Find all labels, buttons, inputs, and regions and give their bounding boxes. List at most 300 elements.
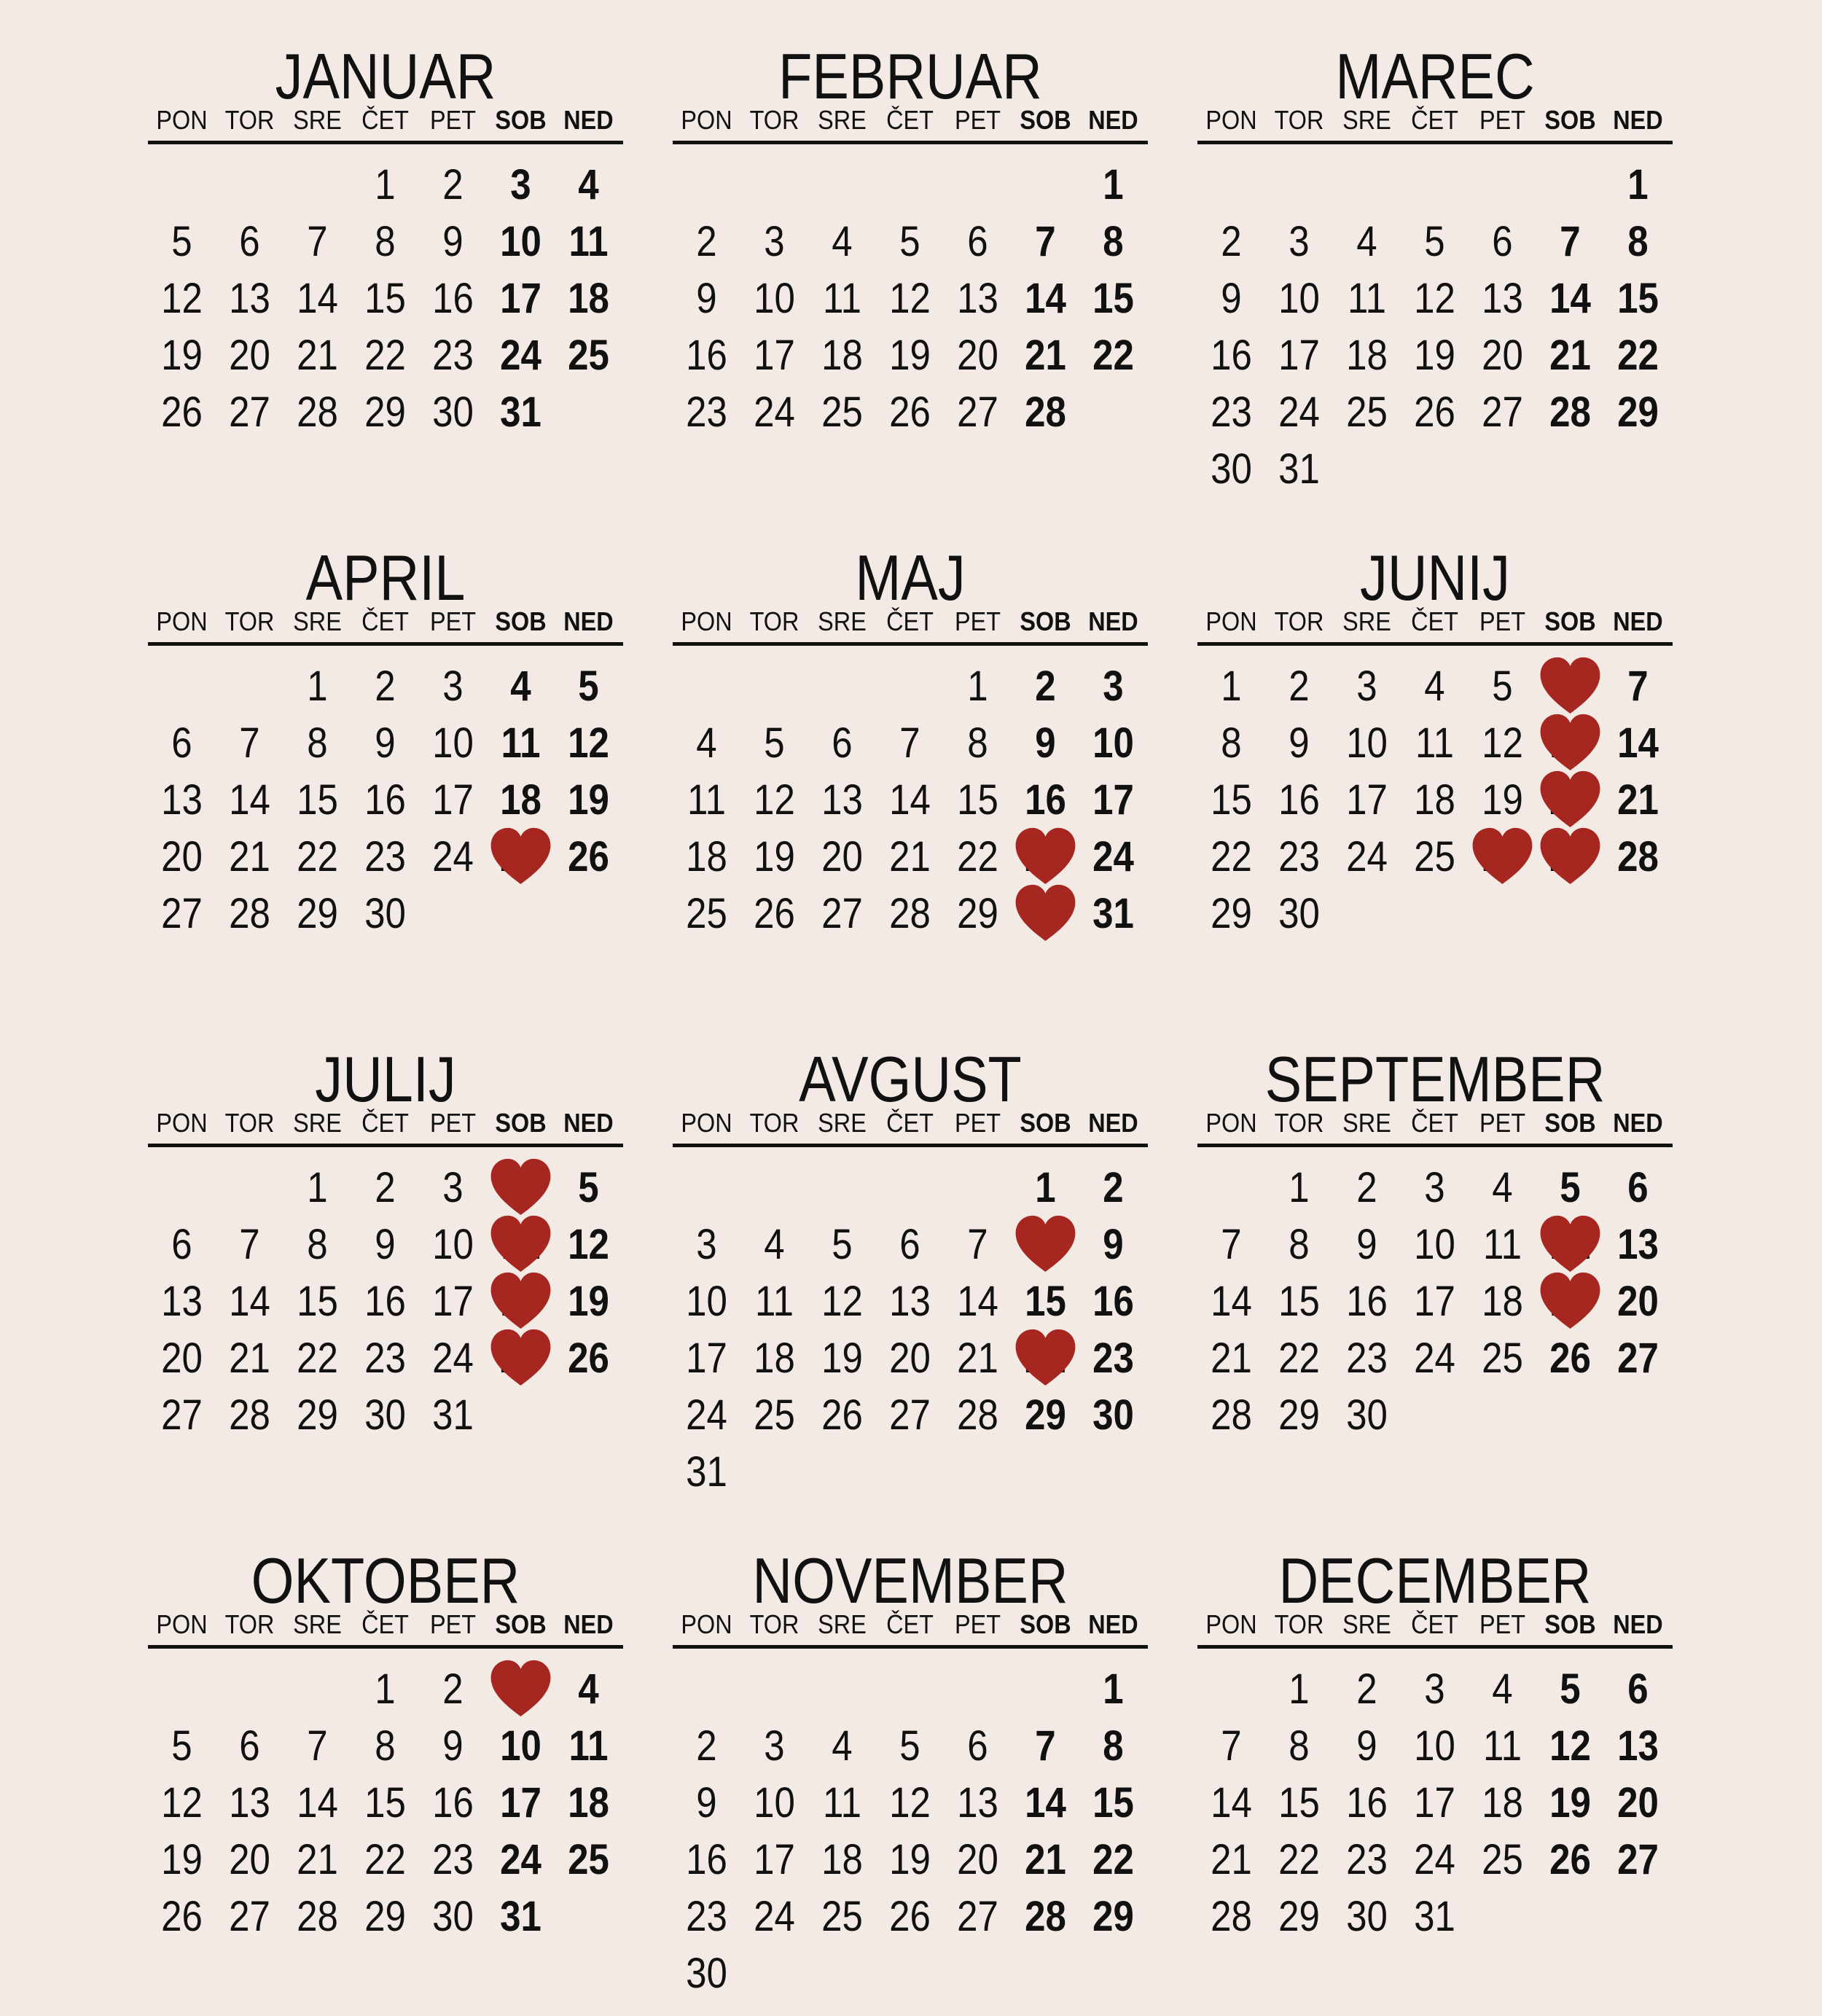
day-cell — [419, 1273, 487, 1330]
day-cell — [487, 157, 555, 214]
day-number: 3 — [1289, 218, 1310, 265]
day-number: 22 — [1092, 332, 1134, 379]
day-cell — [876, 384, 944, 441]
day-number: 6 — [1627, 1164, 1649, 1211]
heart-icon — [487, 824, 555, 887]
day-cell — [1333, 1775, 1401, 1832]
month-title: SEPTEMBER — [1264, 1043, 1606, 1115]
day-number: 28 — [297, 388, 338, 436]
weekday-header: PON — [1205, 606, 1257, 636]
day-number: 13 — [229, 275, 270, 322]
day-cell — [808, 214, 876, 270]
day-number: 26 — [1414, 388, 1455, 436]
weekday-header: SOB — [1544, 105, 1596, 135]
day-cell — [284, 1718, 351, 1775]
day-number: 25 — [821, 1893, 863, 1940]
heart-icon — [1012, 1326, 1079, 1388]
month-block-januar — [148, 40, 623, 550]
day-number: 3 — [1424, 1665, 1445, 1713]
weekday-header: NED — [563, 1609, 614, 1639]
day-number: 23 — [432, 1836, 474, 1883]
day-number: 11 — [755, 1278, 794, 1325]
weekday-header: SOB — [1020, 1108, 1071, 1138]
weekday-header: SOB — [495, 606, 547, 636]
day-number: 12 — [1414, 275, 1455, 322]
day-number: 24 — [500, 332, 541, 379]
weekday-header: TOR — [1274, 1609, 1324, 1639]
day-cell — [216, 214, 284, 270]
day-cell — [1536, 1160, 1604, 1216]
day-number: 29 — [957, 890, 998, 937]
day-cell — [216, 384, 284, 441]
day-cell — [673, 886, 740, 942]
day-cell — [1333, 772, 1401, 829]
day-number: 17 — [1278, 332, 1320, 379]
day-number: 11 — [1483, 1221, 1522, 1268]
day-cell — [1265, 658, 1333, 715]
day-cell — [876, 772, 944, 829]
day-cell — [1012, 214, 1079, 270]
month-title: JUNIJ — [1359, 542, 1511, 614]
day-number: 26 — [161, 388, 203, 436]
weekday-header: NED — [1613, 606, 1663, 636]
day-number: 13 — [1617, 1221, 1659, 1268]
day-number: 19 — [1549, 1779, 1591, 1826]
day-number: 29 — [1092, 1893, 1134, 1940]
day-number: 25 — [1482, 1836, 1523, 1883]
heart-icon — [1012, 1212, 1079, 1275]
weekday-header: PET — [1479, 1609, 1525, 1639]
weekday-header: ČET — [361, 1108, 409, 1138]
day-cell — [419, 829, 487, 886]
day-cell — [1012, 772, 1079, 829]
month-block-december — [1197, 1544, 1673, 2016]
day-number: 17 — [1346, 776, 1388, 824]
day-number: 23 — [686, 1893, 727, 1940]
day-cell — [944, 384, 1012, 441]
day-cell — [487, 327, 555, 384]
day-cell — [876, 1832, 944, 1888]
day-cell — [740, 327, 808, 384]
day-cell — [148, 327, 216, 384]
day-number: 28 — [1211, 1391, 1252, 1439]
day-cell — [555, 772, 622, 829]
day-cell — [487, 715, 555, 772]
day-cell — [1333, 1661, 1401, 1718]
day-cell — [1265, 1888, 1333, 1945]
day-cell — [673, 327, 740, 384]
day-cell — [740, 829, 808, 886]
day-number: 30 — [1346, 1391, 1388, 1439]
day-cell — [1401, 829, 1469, 886]
header-divider — [1197, 642, 1673, 646]
day-number: 27 — [1482, 388, 1523, 436]
day-number: 9 — [375, 1221, 396, 1268]
day-number: 10 — [500, 218, 541, 265]
day-number: 2 — [1221, 218, 1242, 265]
day-cell — [351, 1160, 419, 1216]
month-block-julij — [148, 1043, 623, 1553]
weekday-header: PON — [1205, 1609, 1257, 1639]
day-number: 13 — [821, 776, 863, 824]
weekday-header: ČET — [886, 1108, 934, 1138]
day-number: 24 — [432, 833, 474, 880]
day-cell — [284, 1273, 351, 1330]
day-number: 7 — [239, 719, 260, 767]
day-number: 17 — [1092, 776, 1134, 824]
day-number: 17 — [500, 275, 541, 322]
day-number: 23 — [1092, 1335, 1134, 1382]
day-number: 23 — [1346, 1836, 1388, 1883]
day-number: 25 — [821, 388, 863, 436]
weekday-header: PON — [1205, 105, 1257, 135]
day-cell — [1401, 715, 1469, 772]
weekday-header: SOB — [1020, 105, 1071, 135]
day-cell — [740, 1273, 808, 1330]
heart-icon — [487, 1212, 555, 1275]
day-number: 16 — [364, 1278, 406, 1325]
day-number: 29 — [1278, 1893, 1320, 1940]
day-cell — [351, 1832, 419, 1888]
day-cell — [1012, 1387, 1079, 1444]
weekday-header: SRE — [293, 105, 342, 135]
day-number: 11 — [501, 719, 541, 767]
month-title: JULIJ — [315, 1043, 456, 1115]
weekday-header: NED — [1088, 105, 1138, 135]
day-number: 29 — [364, 388, 406, 436]
day-number: 21 — [957, 1335, 998, 1382]
day-number: 24 — [754, 1893, 795, 1940]
month-block-september — [1197, 1043, 1673, 1553]
day-number: 8 — [375, 1722, 396, 1770]
weekday-header: PON — [681, 105, 732, 135]
day-cell — [284, 715, 351, 772]
day-number: 7 — [1035, 1722, 1056, 1770]
day-cell — [419, 157, 487, 214]
heart-icon — [1536, 711, 1604, 773]
day-number: 6 — [967, 218, 988, 265]
day-number: 9 — [1289, 719, 1310, 767]
day-number: 13 — [957, 1779, 998, 1826]
day-number: 26 — [568, 1335, 609, 1382]
day-cell — [1079, 327, 1147, 384]
day-cell — [1012, 1888, 1079, 1945]
day-cell — [216, 1718, 284, 1775]
day-cell — [1536, 1832, 1604, 1888]
day-cell — [284, 1330, 351, 1387]
day-cell — [1469, 1330, 1536, 1387]
day-number: 28 — [1549, 388, 1591, 436]
month-block-junij — [1197, 542, 1673, 1052]
weekday-header: ČET — [1411, 105, 1458, 135]
day-cell — [740, 1216, 808, 1273]
day-number: 5 — [1560, 1665, 1581, 1713]
month-title: FEBRUAR — [778, 40, 1042, 112]
day-cell — [1469, 1775, 1536, 1832]
day-cell — [148, 1273, 216, 1330]
weekday-header: SRE — [818, 606, 867, 636]
day-number: 3 — [442, 663, 464, 710]
weekday-header: SOB — [495, 1108, 547, 1138]
day-cell — [1401, 384, 1469, 441]
day-number: 9 — [696, 275, 717, 322]
heart-icon — [1536, 824, 1604, 887]
day-number: 31 — [432, 1391, 474, 1439]
day-cell — [1333, 327, 1401, 384]
day-number: 23 — [1346, 1335, 1388, 1382]
day-number: 1 — [307, 1164, 328, 1211]
day-cell — [1536, 1216, 1604, 1273]
day-cell — [673, 1273, 740, 1330]
day-number: 24 — [1414, 1836, 1455, 1883]
day-number: 13 — [957, 275, 998, 322]
day-cell — [1265, 1718, 1333, 1775]
day-number: 15 — [1278, 1779, 1320, 1826]
day-number: 14 — [1549, 275, 1591, 322]
day-cell — [1536, 384, 1604, 441]
day-number: 9 — [375, 719, 396, 767]
day-number: 17 — [754, 1836, 795, 1883]
month-block-februar — [673, 40, 1148, 550]
day-cell — [1604, 1718, 1672, 1775]
day-number: 26 — [161, 1893, 203, 1940]
day-number: 29 — [297, 890, 338, 937]
day-cell — [1079, 1775, 1147, 1832]
day-cell — [1265, 772, 1333, 829]
heart-icon — [487, 1269, 555, 1332]
weekday-header: PET — [954, 105, 1001, 135]
day-cell — [1079, 772, 1147, 829]
day-number: 10 — [754, 1779, 795, 1826]
day-number: 11 — [1415, 719, 1454, 767]
day-cell — [1079, 1888, 1147, 1945]
day-number: 7 — [1560, 218, 1581, 265]
day-cell — [673, 1387, 740, 1444]
day-cell — [1604, 1775, 1672, 1832]
day-number: 6 — [967, 1722, 988, 1770]
weekday-header: SRE — [818, 105, 867, 135]
day-cell — [944, 1387, 1012, 1444]
day-number: 2 — [442, 161, 464, 208]
weekday-header: TOR — [749, 1609, 799, 1639]
day-cell — [284, 1775, 351, 1832]
day-number: 9 — [1035, 719, 1056, 767]
day-cell — [216, 1888, 284, 1945]
day-number: 9 — [1221, 275, 1242, 322]
weekday-header: NED — [1613, 105, 1663, 135]
day-cell — [487, 1273, 555, 1330]
day-cell — [740, 1888, 808, 1945]
day-cell — [944, 1216, 1012, 1273]
day-cell — [673, 1832, 740, 1888]
day-cell — [1197, 1832, 1265, 1888]
day-number: 25 — [568, 1836, 609, 1883]
day-number: 8 — [1103, 1722, 1124, 1770]
day-cell — [487, 1160, 555, 1216]
day-cell — [419, 1387, 487, 1444]
day-number: 20 — [821, 833, 863, 880]
day-cell — [1079, 886, 1147, 942]
day-cell — [1012, 886, 1079, 942]
day-number: 8 — [375, 218, 396, 265]
day-number: 4 — [696, 719, 717, 767]
day-number: 16 — [1025, 776, 1066, 824]
day-cell — [419, 1775, 487, 1832]
weekday-header: TOR — [749, 1108, 799, 1138]
day-number: 4 — [1492, 1665, 1513, 1713]
weekday-header: SRE — [818, 1609, 867, 1639]
day-cell — [1536, 1718, 1604, 1775]
day-cell — [216, 1216, 284, 1273]
day-number: 25 — [1414, 833, 1455, 880]
day-cell — [1265, 1216, 1333, 1273]
day-number: 16 — [1346, 1278, 1388, 1325]
day-cell — [1197, 772, 1265, 829]
day-number: 20 — [957, 1836, 998, 1883]
day-number: 20 — [889, 1335, 931, 1382]
day-cell — [1604, 829, 1672, 886]
weekday-header: NED — [563, 606, 614, 636]
heart-icon — [1536, 654, 1604, 716]
day-number: 7 — [1221, 1221, 1242, 1268]
day-number: 12 — [889, 1779, 931, 1826]
day-number: 2 — [442, 1665, 464, 1713]
weekday-header: PON — [156, 1609, 208, 1639]
day-cell — [1197, 1216, 1265, 1273]
day-number: 5 — [171, 218, 192, 265]
weekday-header: ČET — [361, 105, 409, 135]
day-number: 7 — [967, 1221, 988, 1268]
day-cell — [808, 886, 876, 942]
day-number: 15 — [297, 776, 338, 824]
day-number: 31 — [500, 1893, 541, 1940]
day-number: 3 — [1103, 663, 1124, 710]
day-cell — [555, 1216, 622, 1273]
day-number: 12 — [568, 719, 609, 767]
day-cell — [351, 157, 419, 214]
day-cell — [808, 327, 876, 384]
day-cell — [487, 1661, 555, 1718]
heart-icon — [487, 1657, 555, 1719]
day-number: 8 — [1627, 218, 1649, 265]
day-cell — [1012, 658, 1079, 715]
day-cell — [284, 1387, 351, 1444]
weekday-header: TOR — [749, 105, 799, 135]
month-title: OKTOBER — [251, 1544, 520, 1617]
day-number: 8 — [1221, 719, 1242, 767]
month-title: DECEMBER — [1278, 1544, 1592, 1617]
day-cell — [740, 772, 808, 829]
day-cell — [1265, 270, 1333, 327]
day-cell — [876, 1216, 944, 1273]
day-number: 16 — [686, 332, 727, 379]
day-number: 28 — [889, 890, 931, 937]
day-number: 8 — [1289, 1221, 1310, 1268]
day-cell — [808, 270, 876, 327]
day-number: 11 — [1348, 275, 1386, 322]
header-divider — [148, 1144, 623, 1147]
day-cell — [555, 715, 622, 772]
day-number: 17 — [432, 1278, 474, 1325]
day-cell — [876, 1387, 944, 1444]
day-cell — [740, 1775, 808, 1832]
day-cell — [1333, 1888, 1401, 1945]
day-cell — [1197, 1775, 1265, 1832]
day-number: 4 — [832, 1722, 853, 1770]
day-cell — [944, 829, 1012, 886]
day-cell — [216, 1273, 284, 1330]
day-cell — [1265, 1661, 1333, 1718]
day-cell — [148, 772, 216, 829]
heart-icon — [487, 1326, 555, 1388]
day-number: 22 — [1278, 1335, 1320, 1382]
day-cell — [808, 1330, 876, 1387]
day-number: 16 — [432, 275, 474, 322]
day-number: 10 — [686, 1278, 727, 1325]
day-cell — [1469, 829, 1536, 886]
day-cell — [1265, 1387, 1333, 1444]
day-cell — [148, 1216, 216, 1273]
day-number: 4 — [510, 663, 531, 710]
day-number: 17 — [686, 1335, 727, 1382]
day-cell — [1604, 270, 1672, 327]
day-number: 7 — [1627, 663, 1649, 710]
day-number: 12 — [754, 776, 795, 824]
day-number: 12 — [161, 275, 203, 322]
day-number: 7 — [239, 1221, 260, 1268]
day-cell — [1469, 772, 1536, 829]
day-number: 24 — [432, 1335, 474, 1382]
month-block-marec — [1197, 40, 1673, 550]
day-cell — [148, 384, 216, 441]
day-number: 9 — [442, 218, 464, 265]
day-number: 2 — [1356, 1164, 1377, 1211]
day-number: 31 — [1278, 445, 1320, 493]
day-number: 4 — [1424, 663, 1445, 710]
day-number: 19 — [161, 1836, 203, 1883]
day-cell — [1536, 270, 1604, 327]
day-cell — [808, 829, 876, 886]
day-number: 18 — [500, 776, 541, 824]
day-cell — [148, 1888, 216, 1945]
day-cell — [555, 1775, 622, 1832]
day-number: 30 — [1346, 1893, 1388, 1940]
day-cell — [1604, 772, 1672, 829]
day-cell — [555, 327, 622, 384]
day-cell — [1469, 1832, 1536, 1888]
day-cell — [1079, 214, 1147, 270]
day-cell — [284, 1216, 351, 1273]
day-cell — [284, 384, 351, 441]
day-cell — [673, 384, 740, 441]
day-number: 11 — [568, 1722, 609, 1770]
day-cell — [876, 886, 944, 942]
day-cell — [1604, 658, 1672, 715]
day-cell — [284, 658, 351, 715]
day-cell — [1079, 1216, 1147, 1273]
day-cell — [876, 829, 944, 886]
day-number: 14 — [297, 1779, 338, 1826]
day-number: 28 — [229, 890, 270, 937]
day-cell — [148, 1832, 216, 1888]
day-cell — [1265, 384, 1333, 441]
day-number: 2 — [375, 1164, 396, 1211]
day-cell — [944, 1330, 1012, 1387]
day-number: 24 — [500, 1836, 541, 1883]
weekday-header: ČET — [1411, 1108, 1458, 1138]
day-number: 29 — [1211, 890, 1252, 937]
day-number: 26 — [754, 890, 795, 937]
